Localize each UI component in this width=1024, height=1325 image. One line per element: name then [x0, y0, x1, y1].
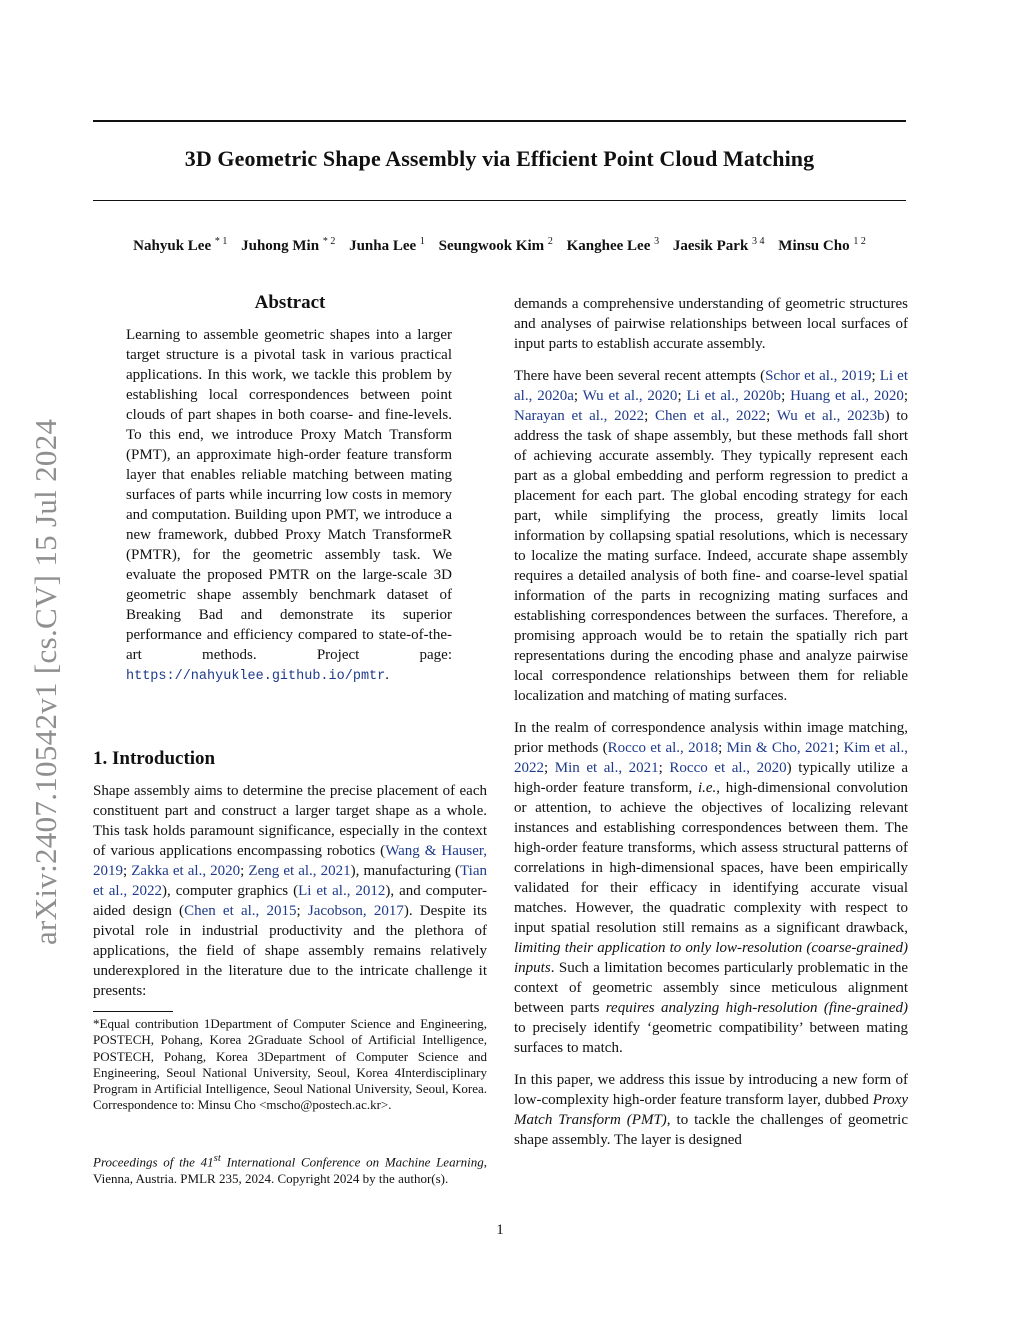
- author: Seungwook Kim $^2$: [438, 236, 553, 254]
- project-page-link[interactable]: https://nahyuklee.github.io/pmtr: [126, 669, 386, 684]
- citation-link[interactable]: Narayan et al., 2022: [514, 408, 645, 424]
- abstract-body: [126, 325, 452, 687]
- section-heading-introduction: 1. Introduction: [93, 748, 216, 769]
- citation-link[interactable]: Tian et al., 2022: [93, 863, 487, 899]
- citation-link[interactable]: Wang & Hauser, 2019: [93, 843, 487, 879]
- citation-link[interactable]: Zakka et al., 2020: [131, 863, 241, 879]
- abstract-text: Learning to assemble geometric shapes into a larger target structure is a pivotal task in various practical applications. In this work, we tackle this problem by establishing local correspondences between point clouds of part shapes in both coarse- and fine-levels. To this end, we introduce Proxy Match Transform (PMT), an approximate high-order feature transform layer that enables reliable matching between mating surfaces of parts while incurring low costs in memory and computation. Building upon PMT, we introduce a new framework, dubbed Proxy Match TransformeR (PMTR), for the geometric assembly task. We evaluate the proposed PMTR on the large-scale 3D geometric shape assembly benchmark dataset of Breaking Bad and demonstrate its superior performance and efficiency compared to state-of-the-art methods. Project page:: [126, 327, 452, 663]
- author: Nahyuk Lee $^{* 1}$: [133, 236, 228, 254]
- paragraph: There have been several recent attempts (Schor et al., 2019; Li et al., 2020a; Wu et al., 2020; Li et al., 2020b; Huang et al., 2020; Narayan et al., 2022; Chen et al., 2022; Wu et al., 2023b) to address the task of shape assembly, but these methods fall short of achieving accurate assembly. They typically represent each part as a global embedding and perform regression to predict a placement for each part. The global encoding strategy for each part, while simplifying the process, greatly limits local information by collapsing spatial resolutions, which is necessary to localize the mating surface. Indeed, accurate shape assembly requires a detailed analysis of both fine- and coarse-level spatial information of the parts in recognizing mating surfaces and establishing correspondences between the surfaces. Therefore, a promising approach would be to retain the spatially rich part representations during the encoding phase and analyze pairwise local correspondence relationships between them for reliable localization and matching of mating surfaces.: [514, 368, 909, 704]
- paragraph: In the realm of correspondence analysis within image matching, prior methods (Rocco et al., 2018; Min & Cho, 2021; Kim et al., 2022; Min et al., 2021; Rocco et al., 2020) typically utilize a high-order feature transform, i.e., high-dimensional convolution or attention, to achieve the objectives of localizing relevant instances and establishing correspondences between them. The high-order feature transforms, which assess structural patterns of correlations in high-dimensional spaces, have been empirically validated for their efficacy in identifying accurate visual matches. However, the quadratic complexity with respect to input spatial resolution still remains as a significant drawback, limiting their application to only low-resolution (coarse-grained) inputs. Such a limitation becomes particularly problematic in the context of geometric assembly since meticulous alignment between parts requires analyzing high-resolution (fine-grained) to precisely identify ‘geometric compatibility’ between mating surfaces to match.: [514, 720, 908, 1056]
- citation-link[interactable]: Jacobson, 2017: [307, 903, 404, 919]
- title-bottom-rule: [93, 200, 906, 201]
- author: Minsu Cho $^{1 2}$: [778, 236, 866, 254]
- citation-link[interactable]: Li et al., 2020a: [514, 368, 909, 404]
- paragraph: In this paper, we address this issue by introducing a new form of low-complexity high-order feature transform layer, dubbed Proxy Match Transform (PMT), to tackle the challenges of geometric shape assembly. The layer is designed: [514, 1072, 908, 1148]
- author-list: [93, 236, 906, 255]
- author: Jaesik Park $^{3 4}$: [672, 236, 765, 254]
- abstract-heading: Abstract: [254, 292, 326, 313]
- abstract-period: .: [385, 667, 389, 683]
- citation-link[interactable]: Li et al., 2020b: [686, 388, 782, 404]
- citation-link[interactable]: Min & Cho, 2021: [726, 740, 836, 756]
- proceedings-note: Proceedings of the 41st International Conference on Machine Learning, Vienna, Austria. PMLR 235, 2024. Copyright 2024 by the author(s).: [93, 1152, 487, 1186]
- citation-link[interactable]: Huang et al., 2020: [790, 388, 904, 404]
- arxiv-stamp: arXiv:2407.10542v1 [cs.CV] 15 Jul 2024: [28, 418, 63, 945]
- citation-link[interactable]: Rocco et al., 2020: [669, 760, 787, 776]
- author: Junha Lee $^1$: [349, 236, 425, 254]
- footnote-affiliations: *Equal contribution 1Department of Computer Science and Engineering, POSTECH, Pohang, Korea 2Graduate School of Artificial Intelligence, POSTECH, Pohang, Korea 3Department of Computer Science and Engineering, Seoul National University, Seoul, Korea 4Interdisciplinary Program in Artificial Intelligence, Seoul National University, Seoul, Korea. Correspondence to: Minsu Cho <mscho@postech.ac.kr>.: [93, 1016, 487, 1113]
- citation-link[interactable]: Chen et al., 2022: [655, 408, 767, 424]
- page-number: 1: [496, 1222, 504, 1238]
- citation-link[interactable]: Li et al., 2012: [298, 883, 386, 899]
- citation-link[interactable]: Min et al., 2021: [554, 760, 659, 776]
- author: Kanghee Lee $^3$: [566, 236, 660, 254]
- citation-link[interactable]: Kim et al., 2022: [514, 740, 908, 776]
- citation-link[interactable]: Schor et al., 2019: [765, 368, 872, 384]
- footnote-rule: [93, 1011, 173, 1012]
- citation-link[interactable]: Zeng et al., 2021: [248, 863, 351, 879]
- author: Juhong Min $^{* 2}$: [241, 236, 336, 254]
- introduction-paragraph: Shape assembly aims to determine the precise placement of each constituent part and construct a larger target shape as a whole. This task holds paramount significance, especially in the context of various applications encompassing robotics (Wang & Hauser, 2019; Zakka et al., 2020; Zeng et al., 2021), manufacturing (Tian et al., 2022), computer graphics (Li et al., 2012), and computer-aided design (Chen et al., 2015; Jacobson, 2017). Despite its pivotal role in industrial productivity and the plethora of applications, the field of shape assembly remains relatively underexplored in the literature due to the intricate challenge it presents:: [93, 783, 488, 999]
- citation-link[interactable]: Wu et al., 2020: [582, 388, 678, 404]
- title-top-rule: [93, 120, 906, 122]
- citation-link[interactable]: Chen et al., 2015: [184, 903, 297, 919]
- citation-link[interactable]: Wu et al., 2023b: [776, 408, 885, 424]
- right-column: [514, 294, 908, 1162]
- citation-link[interactable]: Rocco et al., 2018: [607, 740, 719, 756]
- paper-title: 3D Geometric Shape Assembly via Efficient Point Cloud Matching: [184, 146, 815, 171]
- paragraph: demands a comprehensive understanding of geometric structures and analyses of pairwise relationships between local surfaces of input parts to establish accurate assembly.: [514, 296, 908, 352]
